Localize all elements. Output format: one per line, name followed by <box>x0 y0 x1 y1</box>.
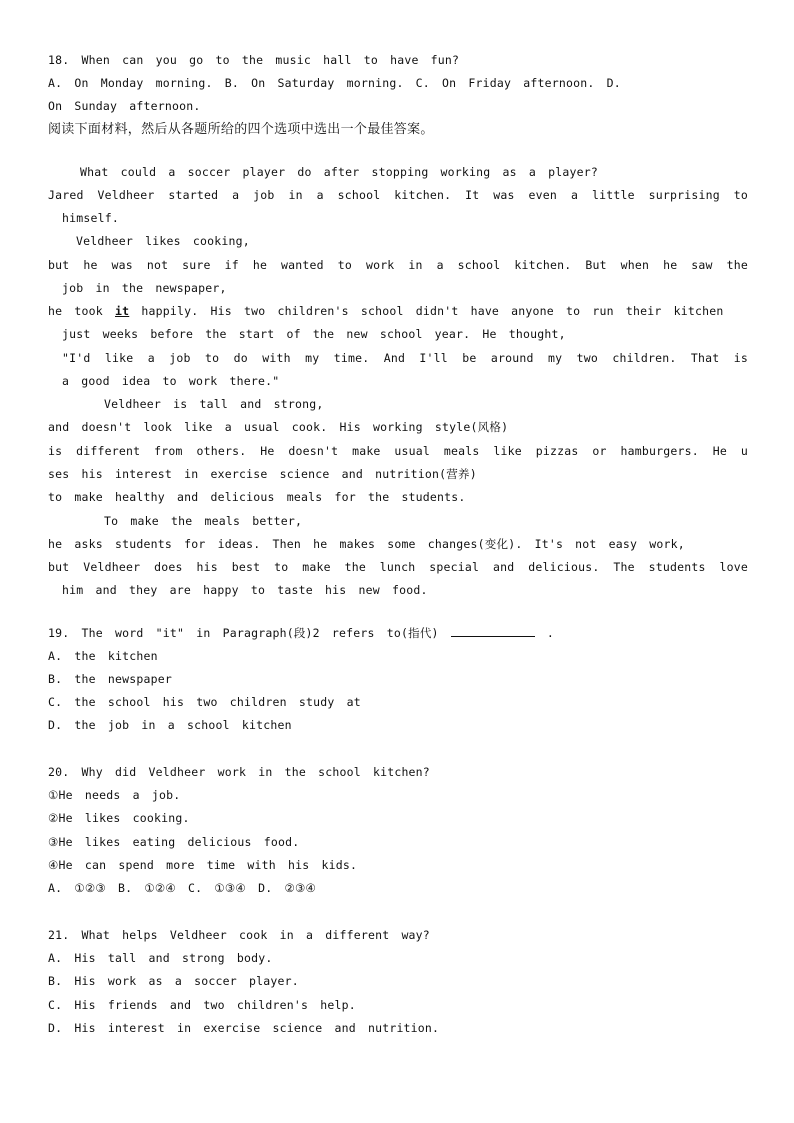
q21-option: D. His interest in exercise science and nutrition. <box>48 1021 440 1035</box>
passage-line: him and they are happy to taste his new food. <box>62 583 428 597</box>
passage-line: just weeks before the start of the new school year. He thought, <box>62 327 566 341</box>
q20-item: ③He likes eating delicious food. <box>48 835 300 849</box>
q19-option: B. the newspaper <box>48 672 172 686</box>
q19-option: D. the job in a school kitchen <box>48 718 292 732</box>
passage-line: happily. His two children's school didn't have anyone to run their kitchen <box>141 304 724 318</box>
passage-line: himself. <box>62 211 119 225</box>
passage-line: but he was not sure if he wanted to work in a school kitchen. But when he saw the <box>48 258 748 272</box>
q21-stem: 21. What helps Veldheer cook in a different way? <box>48 928 430 942</box>
q20-item: ④He can spend more time with his kids. <box>48 858 358 872</box>
took-prefix: he took <box>48 304 103 318</box>
q19-stem: 19. The word "it" in Paragraph(段)2 refers to(指代) <box>48 626 439 640</box>
q20-item: ②He likes cooking. <box>48 811 190 825</box>
passage-line-took <box>48 304 748 319</box>
q20-stem: 20. Why did Veldheer work in the school kitchen? <box>48 765 430 779</box>
q20-item: ①He needs a job. <box>48 788 181 802</box>
q19-stem-line <box>48 625 748 641</box>
passage-line: Veldheer is tall and strong, <box>104 397 324 411</box>
passage-line: job in the newspaper, <box>62 281 227 295</box>
passage-line: and doesn't look like a usual cook. His working style(风格) <box>48 420 509 434</box>
q21-option: C. His friends and two children's help. <box>48 998 356 1012</box>
q19-option: C. the school his two children study at <box>48 695 361 709</box>
passage-line: "I'd like a job to do with my time. And I'll be around my two children. That is <box>62 351 748 365</box>
passage-line: To make the meals better, <box>104 514 303 528</box>
passage-line: a good idea to work there." <box>62 374 280 388</box>
q18-stem: 18. When can you go to the music hall to have fun? <box>48 53 460 67</box>
q18-options-cont: On Sunday afternoon. <box>48 99 201 113</box>
answer-blank[interactable] <box>451 625 535 637</box>
passage-title: What could a soccer player do after stopping working as a player? <box>80 165 599 179</box>
passage-line: he asks students for ideas. Then he makes some changes(变化). It's not easy work, <box>48 537 685 551</box>
q19-stem-end: . <box>546 626 555 640</box>
passage-line: is different from others. He doesn't make usual meals like pizzas or hamburgers. He u <box>48 444 748 458</box>
q20-options: A. ①②③ B. ①②④ C. ①③④ D. ②③④ <box>48 881 316 895</box>
passage-line: to make healthy and delicious meals for the students. <box>48 490 466 504</box>
passage-line: Jared Veldheer started a job in a school kitchen. It was even a little surprising to <box>48 188 748 202</box>
q19-option: A. the kitchen <box>48 649 158 663</box>
q21-option: A. His tall and strong body. <box>48 951 273 965</box>
reading-instruction: 阅读下面材料，然后从各题所给的四个选项中选出一个最佳答案。 <box>48 122 434 137</box>
passage-line: Veldheer likes cooking, <box>76 234 250 248</box>
underlined-it: it <box>115 304 130 318</box>
passage-line: ses his interest in exercise science and nutrition(营养) <box>48 467 477 481</box>
q18-options: A. On Monday morning. B. On Saturday morning. C. On Friday afternoon. D. <box>48 76 621 90</box>
passage-line: but Veldheer does his best to make the lunch special and delicious. The students love <box>48 560 748 574</box>
q21-option: B. His work as a soccer player. <box>48 974 299 988</box>
